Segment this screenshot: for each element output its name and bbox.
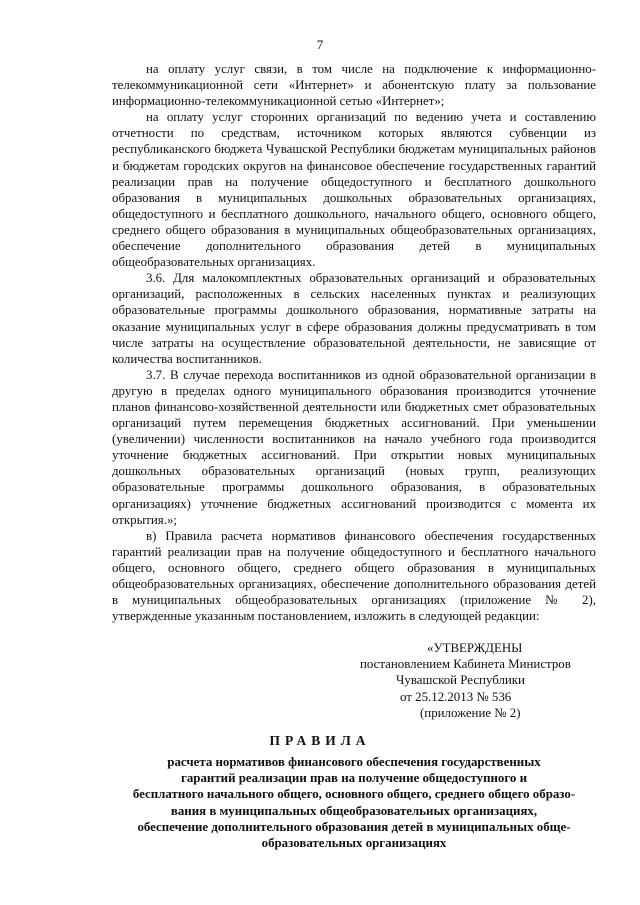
approval-resolution: постановлением Кабинета Министров bbox=[360, 657, 571, 672]
document-body bbox=[112, 61, 596, 624]
approval-appendix: (приложение № 2) bbox=[420, 705, 521, 720]
rules-subtitle-line: бесплатного начального общего, основного общего, среднего общего образо- bbox=[132, 787, 576, 802]
rules-subtitle-line: образовательных организациях bbox=[261, 836, 447, 851]
rules-subtitle-line: вания в муниципальных общеобразовательных организациях, bbox=[170, 803, 538, 818]
approval-stamp-block bbox=[360, 640, 596, 721]
paragraph-v-rules: в) Правила расчета нормативов финансового обеспечения государственных гарантий реализации прав на получение общедоступного и бесплатного начального общего, основного общего, среднего общего образования в муниципальных общеобразовательных организациях, обеспечение дополнительного образования детей в муниципальных общеобразовательных организациях (приложение № 2), утвержденные указанным постановлением, изложить в следующей редакции: bbox=[112, 528, 596, 624]
paragraph-3-6: 3.6. Для малокомплектных образовательных организаций и образовательных организаций, расположенных в сельских населенных пунктах и реализующих образовательные программы дошкольного образования, нормативные затраты на оказание муниципальных услуг в сфере образования должны предусматривать в том числе затраты на осуществление образовательной деятельности, не зависящие от количества воспитанников. bbox=[112, 271, 596, 366]
paragraph-communication-services: на оплату услуг связи, в том числе на подключение к информационно-телекоммуникационной сети «Интернет» и абонентскую плату за пользование информационно-телекоммуникационной сетью «Интернет»; bbox=[112, 62, 596, 109]
approval-date-number: от 25.12.2013 № 536 bbox=[400, 689, 512, 704]
rules-title: ПРАВИЛА bbox=[269, 733, 371, 748]
approval-republic: Чувашской Республики bbox=[396, 673, 525, 688]
approval-heading: «УТВЕРЖДЕНЫ bbox=[427, 641, 523, 655]
page-number: 7 bbox=[316, 37, 324, 52]
paragraph-3-7: 3.7. В случае перехода воспитанников из одной образовательной организации в другую в пределах одного муниципального образования производится уточнение планов финансово-хозяйственной деятельности или бюджетных смет образовательных организаций путем перемещения бюджетных ассигнований. При уменьшении (увеличении) численности воспитанников на начало учебного года производится уточнение бюджетных ассигнований. При открытии новых муниципальных дошкольных образовательных организаций (новых групп, реализующих образовательные программы дошкольного образования, в образовательных организациях) уточнение бюджетных ассигнований производится с момента их открытия.»; bbox=[112, 367, 596, 527]
rules-subtitle-line: гарантий реализации прав на получение общедоступного и bbox=[180, 771, 528, 786]
rules-subtitle bbox=[112, 754, 596, 851]
rules-subtitle-line: обеспечение дополнительного образования детей в муниципальных обще- bbox=[137, 819, 571, 834]
paragraph-third-party-services: на оплату услуг сторонних организаций по ведению учета и составлению отчетности по средствам, источником которых являются субвенции из республиканского бюджета Чувашской Республики бюджетам муниципальных районов и бюджетам городских округов на финансовое обеспечение государственных гарантий реализации прав на получение общедоступного и бесплатного дошкольного образования в муниципальных дошкольных образовательных организациях, общедоступного и бесплатного дошкольного, начального общего, основного общего, среднего общего образования в муниципальных общеобразовательных организациях, обеспечение дополнительного образования детей в муниципальных общеобразовательных организациях. bbox=[112, 110, 596, 270]
rules-subtitle-line: расчета нормативов финансового обеспечения государственных bbox=[167, 755, 541, 769]
